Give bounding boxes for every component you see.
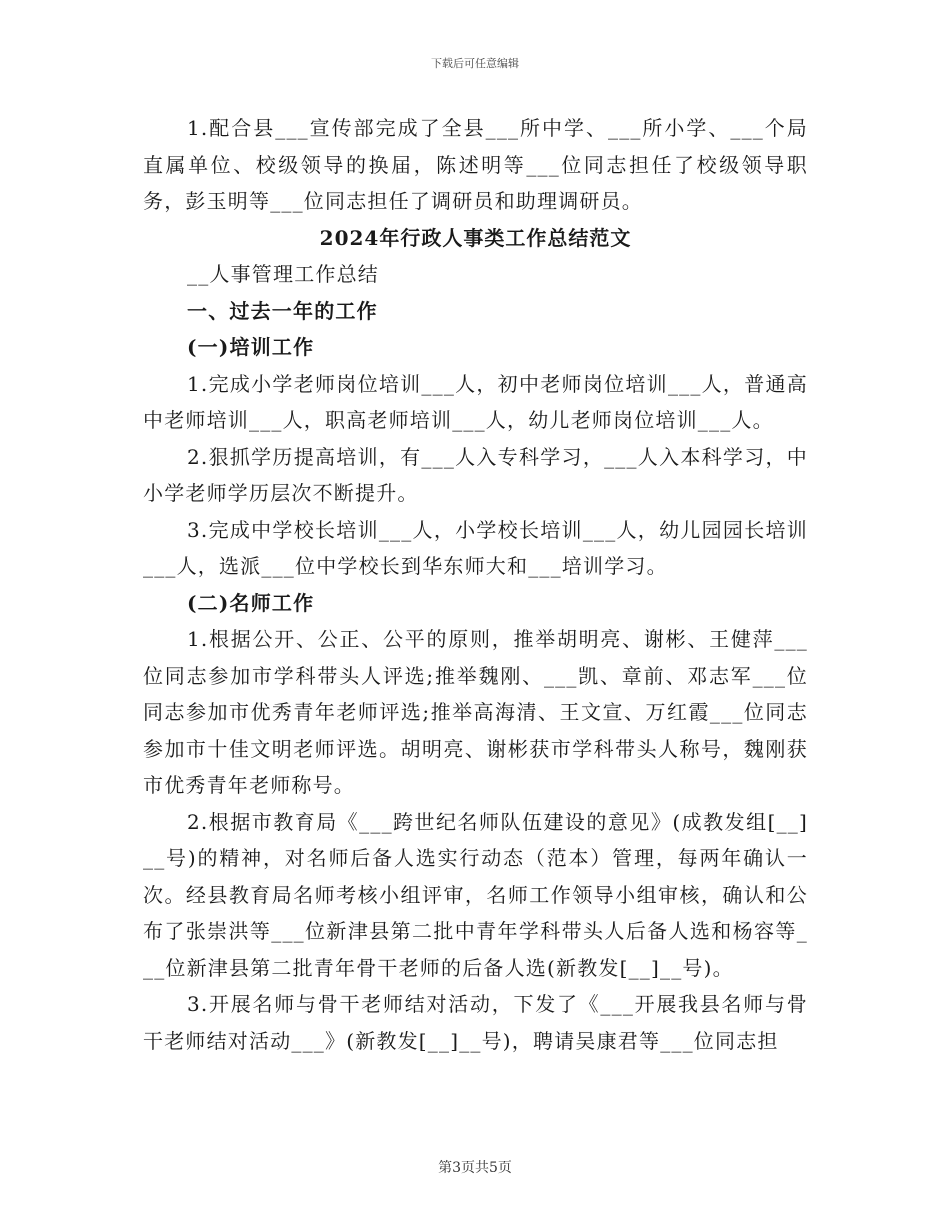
paragraph-teachers-1: 1.根据公开、公正、公平的原则，推举胡明亮、谢彬、王健萍___位同志参加市学科带头人评选;推举魏刚、___凯、章前、邓志军___位同志参加市优秀青年老师评选;推举高海清、王文宣、万红霞___位同志参加市十佳文明老师评选。胡明亮、谢彬获市学科带头人称号，魏刚获市优秀青年老师称号。 [143, 627, 808, 797]
paragraph-intro: 1.配合县___宣传部完成了全县___所中学、___所小学、___个局直属单位、校级领导的换届，陈述明等___位同志担任了校级领导职务，彭玉明等___位同志担任了调研员和助理调研员。 [143, 116, 808, 213]
subsection-heading-training: (一)培训工作 [187, 335, 315, 359]
page-footer: 第3页共5页 [438, 1160, 512, 1176]
paragraph-teachers-2: 2.根据市教育局《___跨世纪名师队伍建设的意见》(成教发组[__]__号)的精神，对名师后备人选实行动态（范本）管理，每两年确认一次。经县教育局名师考核小组评审，名师工作领导小组审核，确认和公布了张崇洪等___位新津县第二批中青年学科带头人后备人选和杨容等___位新津县第二批青年骨干老师的后备人选(新教发[__]__号)。 [143, 809, 808, 980]
document-body [143, 110, 808, 1059]
subsection-heading-famous-teachers: (二)名师工作 [187, 590, 315, 615]
paragraph-training-1: 1.完成小学老师岗位培训___人，初中老师岗位培训___人，普通高中老师培训___人，职高老师培训___人，幼儿老师岗位培训___人。 [143, 371, 808, 432]
paragraph-training-2: 2.狠抓学历提高培训，有___人入专科学习，___人入本科学习，中小学老师学历层次不断提升。 [143, 444, 808, 505]
section-heading-past-year: 一、过去一年的工作 [187, 298, 378, 323]
page-header: 下载后可任意编辑 [431, 57, 519, 70]
document-subtitle: __人事管理工作总结 [187, 262, 379, 286]
document-title: 2024年行政人事类工作总结范文 [319, 225, 632, 250]
paragraph-training-3: 3.完成中学校长培训___人，小学校长培训___人，幼儿园园长培训___人，选派___位中学校长到华东师大和___培训学习。 [143, 517, 808, 578]
paragraph-teachers-3: 3.开展名师与骨干老师结对活动，下发了《___开展我县名师与骨干老师结对活动___》(新教发[__]__号)，聘请吴康君等___位同志担 [143, 992, 808, 1053]
